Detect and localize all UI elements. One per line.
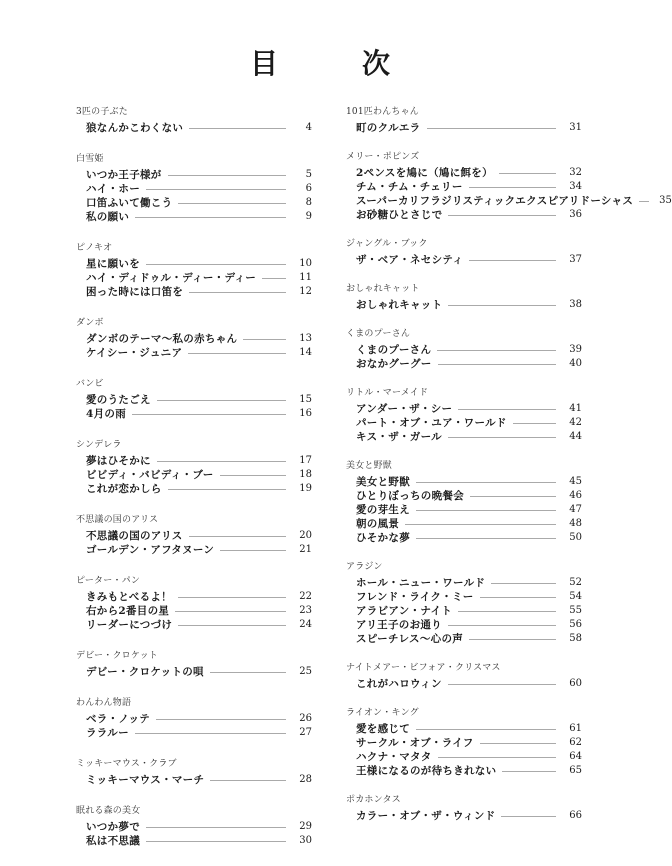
page-number: 46	[569, 489, 582, 501]
leader-line	[416, 482, 556, 483]
page-number: 28	[299, 773, 312, 785]
entry-title: デビー・クロケットの唄	[86, 665, 204, 678]
section-title: ミッキーマウス・クラブ	[76, 759, 177, 769]
toc-entry[interactable]	[76, 406, 312, 420]
page-number: 39	[569, 343, 582, 355]
leader-line	[416, 538, 556, 539]
section-title: 美女と野獣	[346, 461, 393, 471]
leader-line	[189, 536, 286, 537]
entry-title: チム・チム・チェリー	[356, 180, 463, 193]
entry-title: おなかグーグー	[356, 357, 432, 370]
toc-section	[76, 439, 312, 495]
page-number: 20	[299, 529, 312, 541]
toc-entry[interactable]	[346, 631, 582, 645]
entry-title: カラー・オブ・ザ・ウィンド	[356, 809, 496, 822]
entry-title: ベラ・ノッテ	[86, 712, 151, 725]
page-number: 45	[569, 475, 582, 487]
toc-section	[346, 707, 582, 777]
toc-entry[interactable]	[346, 165, 582, 179]
entry-title: いつか夢で	[86, 820, 140, 833]
page-number: 48	[569, 517, 582, 529]
leader-line	[639, 201, 649, 202]
toc-entry[interactable]	[346, 207, 582, 221]
toc-entry[interactable]	[346, 516, 582, 530]
toc-entry[interactable]	[346, 530, 582, 544]
entry-title: 朝の風景	[356, 517, 400, 530]
entry-title: キス・ザ・ガール	[356, 430, 442, 443]
toc-entry[interactable]	[346, 721, 582, 735]
leader-line	[469, 639, 556, 640]
toc-entry[interactable]	[76, 603, 312, 617]
entry-title: ケイシー・ジュニア	[86, 346, 183, 359]
section-title: ポカホンタス	[346, 795, 401, 805]
entry-title: これが恋かしら	[86, 482, 162, 495]
leader-line	[210, 780, 286, 781]
toc-section	[346, 328, 582, 370]
section-title: 白雪姫	[76, 154, 104, 164]
entry-title: アリ王子のお通り	[356, 618, 442, 631]
section-title: わんわん物語	[76, 698, 132, 708]
toc-entry[interactable]	[346, 488, 582, 502]
toc-entry[interactable]	[76, 181, 312, 195]
leader-line	[448, 684, 556, 685]
section-title: ジャングル・ブック	[346, 239, 428, 249]
toc-section	[346, 283, 582, 311]
section-title: アラジン	[346, 562, 383, 572]
section-title: ナイトメアー・ビフォア・クリスマス	[346, 663, 501, 673]
leader-line	[188, 353, 286, 354]
page-number: 60	[569, 677, 582, 689]
section-title: おしゃれキャット	[346, 284, 420, 294]
toc-entry[interactable]	[346, 735, 582, 749]
page-number: 31	[569, 121, 582, 133]
entry-title: ホール・ニュー・ワールド	[356, 576, 486, 589]
page-number: 11	[299, 271, 312, 283]
toc-entry[interactable]	[346, 589, 582, 603]
page-number: 18	[299, 468, 312, 480]
entry-title: きみもとべるよ！	[86, 590, 172, 603]
page-number: 55	[569, 604, 582, 616]
toc-entry[interactable]	[76, 453, 312, 467]
section-title: シンデレラ	[76, 440, 122, 450]
toc-entry[interactable]	[76, 617, 312, 631]
entry-title: 困った時には口笛を	[86, 285, 184, 298]
toc-entry[interactable]	[76, 542, 312, 556]
toc-entry[interactable]	[76, 270, 312, 284]
toc-entry[interactable]	[76, 725, 312, 739]
leader-line	[499, 173, 556, 174]
page-number: 10	[299, 257, 312, 269]
toc-entry[interactable]	[346, 356, 582, 370]
entry-title: 町のクルエラ	[356, 121, 421, 134]
leader-line	[146, 264, 286, 265]
section-title: 3匹の子ぶた	[76, 107, 128, 117]
toc-section	[76, 317, 312, 359]
page-number: 30	[299, 834, 312, 846]
leader-line	[416, 510, 556, 511]
leader-line	[448, 215, 556, 216]
leader-line	[501, 816, 556, 817]
entry-title: ハイ・ディドゥル・ディー・ディー	[86, 271, 257, 284]
toc-entry[interactable]	[346, 252, 582, 266]
entry-title: 右から2番目の星	[86, 604, 170, 617]
leader-line	[448, 305, 556, 306]
page-number: 6	[305, 182, 312, 194]
leader-line	[502, 771, 556, 772]
entry-title: 4月の雨	[86, 407, 127, 420]
entry-title: 星に願いを	[86, 257, 140, 270]
leader-line	[438, 364, 556, 365]
toc-entry[interactable]	[346, 474, 582, 488]
page-number: 35	[659, 194, 672, 206]
page-number: 14	[299, 346, 312, 358]
toc-entry[interactable]	[76, 589, 312, 603]
entry-title: ザ・ベア・ネセシティ	[356, 253, 464, 266]
toc-entry[interactable]	[346, 401, 582, 415]
toc-section	[346, 662, 582, 690]
page-number: 61	[569, 722, 582, 734]
page-number: 64	[569, 750, 582, 762]
entry-title: おしゃれキャット	[356, 298, 443, 311]
leader-line	[243, 339, 286, 340]
toc-entry[interactable]	[76, 195, 312, 209]
page-number: 32	[569, 166, 582, 178]
page-number: 42	[569, 416, 582, 428]
leader-line	[135, 733, 286, 734]
toc-entry[interactable]	[346, 676, 582, 690]
leader-line	[405, 524, 556, 525]
toc-entry[interactable]	[76, 819, 312, 833]
section-title: 眠れる森の美女	[76, 806, 141, 816]
page-number: 19	[299, 482, 312, 494]
entry-title: スーパーカリフラジリスティックエクスピアリドーシャス	[356, 194, 634, 207]
section-title: リトル・マーメイド	[346, 388, 429, 398]
page-number: 44	[569, 430, 582, 442]
leader-line	[135, 217, 286, 218]
toc-entry[interactable]	[76, 256, 312, 270]
section-title: ピノキオ	[76, 243, 113, 253]
leader-line	[146, 189, 286, 190]
toc-entry[interactable]	[76, 284, 312, 298]
entry-title: これがハロウィン	[356, 677, 442, 690]
page-number: 16	[299, 407, 312, 419]
page-number: 23	[299, 604, 312, 616]
page-title: 目 次	[249, 47, 418, 80]
entry-title: リーダーにつづけ	[86, 618, 173, 631]
entry-title: ミッキーマウス・マーチ	[86, 773, 205, 786]
leader-line	[470, 496, 556, 497]
page-number: 47	[569, 503, 582, 515]
page-number: 36	[569, 208, 582, 220]
entry-title: ダンボのテーマ〜私の赤ちゃん	[86, 332, 238, 345]
leader-line	[178, 203, 286, 204]
leader-line	[480, 597, 556, 598]
toc-entry[interactable]	[346, 120, 582, 134]
entry-title: ゴールデン・アフタヌーン	[86, 543, 215, 556]
leader-line	[132, 414, 286, 415]
leader-line	[437, 350, 556, 351]
page-number: 26	[299, 712, 312, 724]
toc-entry[interactable]	[346, 297, 582, 311]
toc-entry[interactable]	[346, 502, 582, 516]
leader-line	[448, 437, 556, 438]
toc-section	[76, 575, 312, 631]
toc-entry[interactable]	[346, 749, 582, 763]
page-number: 56	[569, 618, 582, 630]
page-number: 54	[569, 590, 582, 602]
toc-section	[346, 460, 582, 544]
toc-entry[interactable]	[76, 392, 312, 406]
page-number: 21	[299, 543, 312, 555]
page-number: 38	[569, 298, 582, 310]
leader-line	[480, 743, 556, 744]
entry-title: 狼なんかこわくない	[86, 121, 184, 134]
toc-section	[76, 378, 312, 420]
toc-entry[interactable]	[76, 209, 312, 223]
entry-title: ビビディ・バビディ・ブー	[86, 468, 214, 481]
entry-title: ひとりぼっちの晩餐会	[356, 489, 464, 502]
toc-section	[346, 106, 582, 134]
leader-line	[168, 175, 286, 176]
section-title: メリー・ポピンズ	[346, 152, 420, 162]
leader-line	[157, 400, 286, 401]
section-title: くまのプーさん	[346, 329, 411, 339]
leader-line	[178, 625, 286, 626]
toc-entry[interactable]	[76, 772, 312, 786]
entry-title: いつか王子様が	[86, 168, 162, 181]
entry-title: 美女と野獣	[356, 475, 410, 488]
toc-section	[346, 387, 582, 443]
entry-title: ハイ・ホー	[86, 182, 140, 195]
page-number: 17	[299, 454, 312, 466]
toc-entry[interactable]	[76, 481, 312, 495]
toc-right-column	[346, 106, 672, 839]
page-number: 34	[569, 180, 582, 192]
leader-line	[427, 128, 557, 129]
toc-left-column	[76, 106, 312, 866]
entry-title: サークル・オブ・ライフ	[356, 736, 474, 749]
leader-line	[448, 625, 556, 626]
entry-title: フレンド・ライク・ミー	[356, 590, 474, 603]
leader-line	[458, 611, 556, 612]
entry-title: アンダー・ザ・シー	[356, 402, 453, 415]
entry-title: アラビアン・ナイト	[356, 604, 453, 617]
toc-entry[interactable]	[346, 575, 582, 589]
leader-line	[220, 550, 286, 551]
leader-line	[168, 489, 286, 490]
section-title: ピーター・パン	[76, 576, 141, 586]
toc-entry[interactable]	[76, 664, 312, 678]
toc-section	[346, 151, 672, 221]
leader-line	[146, 827, 286, 828]
page-number: 41	[569, 402, 582, 414]
entry-title: 愛のうたごえ	[86, 393, 151, 406]
page-number: 15	[299, 393, 312, 405]
leader-line	[262, 278, 286, 279]
toc-section	[76, 758, 312, 786]
toc-section	[346, 561, 582, 645]
toc-section	[76, 242, 312, 298]
toc-section	[76, 514, 312, 556]
section-title: バンビ	[76, 379, 104, 389]
toc-entry[interactable]	[76, 167, 312, 181]
toc-entry[interactable]	[346, 342, 582, 356]
entry-title: 私は不思議	[86, 834, 140, 847]
page-number: 22	[299, 590, 312, 602]
page-number: 62	[569, 736, 582, 748]
toc-section	[76, 153, 312, 223]
toc-entry[interactable]	[346, 415, 582, 429]
leader-line	[189, 128, 286, 129]
entry-title: 不思議の国のアリス	[86, 529, 183, 542]
leader-line	[491, 583, 556, 584]
page-number: 4	[305, 121, 312, 133]
toc-entry[interactable]	[76, 711, 312, 725]
toc-entry[interactable]	[346, 603, 582, 617]
toc-section	[76, 805, 312, 847]
page-number: 66	[569, 809, 582, 821]
toc-entry[interactable]	[346, 763, 582, 777]
section-title: 101匹わんちゃん	[346, 107, 419, 117]
leader-line	[513, 423, 556, 424]
toc-entry[interactable]	[76, 467, 312, 481]
toc-section	[76, 650, 312, 678]
page-number: 8	[305, 196, 312, 208]
toc-entry[interactable]	[76, 331, 312, 345]
entry-title: パート・オブ・ユア・ワールド	[356, 416, 507, 429]
toc-entry[interactable]	[346, 193, 672, 207]
entry-title: 愛の芽生え	[356, 503, 410, 516]
leader-line	[438, 757, 556, 758]
entry-title: 王様になるのが待ちきれない	[356, 764, 497, 777]
entry-title: 口笛ふいて働こう	[86, 196, 173, 209]
page-number: 9	[305, 210, 312, 222]
leader-line	[189, 292, 286, 293]
page-number: 25	[299, 665, 312, 677]
toc-section	[346, 794, 582, 822]
toc-entry[interactable]	[76, 120, 312, 134]
entry-title: くまのプーさん	[356, 343, 432, 356]
entry-title: 愛を感じて	[356, 722, 410, 735]
toc-entry[interactable]	[346, 617, 582, 631]
entry-title: スピーチレス〜心の声	[356, 632, 464, 645]
page-number: 58	[569, 632, 582, 644]
toc-entry[interactable]	[346, 808, 582, 822]
toc-entry[interactable]	[76, 528, 312, 542]
toc-section	[76, 106, 312, 134]
toc-entry[interactable]	[346, 429, 582, 443]
entry-title: ララルー	[86, 726, 129, 739]
page-number: 24	[299, 618, 312, 630]
leader-line	[458, 409, 556, 410]
page-number: 12	[299, 285, 312, 297]
page-number: 50	[569, 531, 582, 543]
entry-title: ハクナ・マタタ	[356, 750, 432, 763]
section-title: ライオン・キング	[346, 708, 419, 718]
toc-entry[interactable]	[76, 833, 312, 847]
leader-line	[175, 611, 286, 612]
toc-section	[346, 238, 582, 266]
entry-title: 私の願い	[86, 210, 130, 223]
section-title: デビー・クロケット	[76, 651, 158, 661]
leader-line	[469, 187, 556, 188]
page-number: 29	[299, 820, 312, 832]
entry-title: 夢はひそかに	[86, 454, 151, 467]
page-number: 27	[299, 726, 312, 738]
leader-line	[469, 260, 556, 261]
entry-title: お砂糖ひとさじで	[356, 208, 443, 221]
entry-title: 2ペンスを鳩に（鳩に餌を）	[356, 166, 493, 179]
page-number: 13	[299, 332, 312, 344]
page-number: 40	[569, 357, 582, 369]
section-title: ダンボ	[76, 318, 104, 328]
page-number: 37	[569, 253, 582, 265]
page-number: 52	[569, 576, 582, 588]
leader-line	[220, 475, 286, 476]
leader-line	[210, 672, 286, 673]
section-title: 不思議の国のアリス	[76, 515, 159, 525]
toc-entry[interactable]	[76, 345, 312, 359]
leader-line	[178, 597, 286, 598]
page-number: 5	[305, 168, 312, 180]
toc-section	[76, 697, 312, 739]
page-number: 65	[569, 764, 582, 776]
entry-title: ひそかな夢	[356, 531, 410, 544]
leader-line	[146, 841, 286, 842]
leader-line	[416, 729, 556, 730]
leader-line	[156, 719, 286, 720]
toc-entry[interactable]	[346, 179, 582, 193]
leader-line	[157, 461, 286, 462]
